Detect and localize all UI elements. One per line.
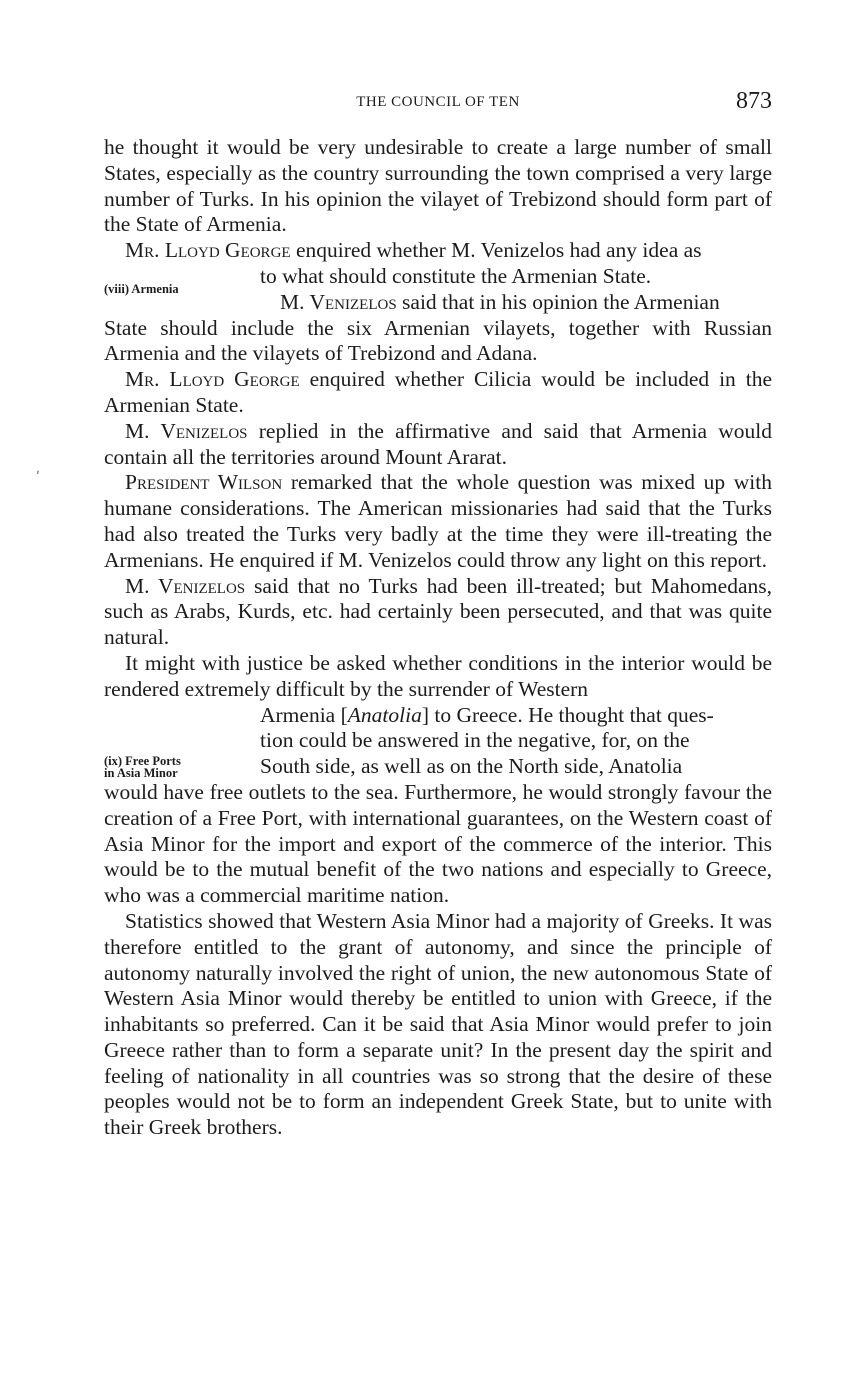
margin-note-armenia: (viii) Armenia <box>104 282 179 296</box>
speaker-name: M. Venizelos <box>280 289 397 314</box>
paragraph-text: remarked that the whole question was mixed up with humane considerations. The American missionaries had said that the Turks had also treated the Turks very badly at the time they were ill-treating the Armenians. He enquired if M. Venizelos could throw any light on this report. <box>104 470 772 572</box>
paragraph-1: he thought it would be very undesirable to create a large number of small States, especially as the country surrounding the town comprised a very large number of Turks. In his opinion the vilayet of Trebizond should form part of the State of Armenia. <box>104 135 772 237</box>
speaker-name: M. Venizelos <box>125 573 246 598</box>
paragraph-5 <box>104 419 772 471</box>
page-number: 873 <box>736 88 772 114</box>
speaker-name: Mr. Lloyd George <box>125 367 300 392</box>
paragraph-2 <box>104 238 772 264</box>
paragraph-7 <box>104 574 772 651</box>
speaker-name: President Wilson <box>125 470 283 495</box>
italic-insert: Anatolia <box>347 702 422 727</box>
paragraph-2-cont: to what should constitute the Armenian State. <box>260 263 652 288</box>
paragraph-3-rest: State should include the six Armenian vilayets, together with Russian Armenia and the vilayets of Trebizond and Adana. <box>104 315 772 366</box>
paragraph-6 <box>104 470 772 573</box>
running-title: THE COUNCIL OF TEN <box>356 94 520 110</box>
paragraph-4 <box>104 367 772 419</box>
paragraph-8-cut-line-3: South side, as well as on the North side, Anatolia <box>260 754 683 779</box>
body-text <box>104 135 772 1141</box>
paragraph-text: said that no Turks had been ill-treated; but Mahomedans, such as Arabs, Kurds, etc. had certainly been persecuted, and that was quite natural. <box>104 573 772 650</box>
paragraph-text: said that in his opinion the Armenian <box>396 289 720 314</box>
text-span: Armenia [ <box>260 702 348 727</box>
stray-mark: ʹ <box>36 470 40 486</box>
paragraph-8-lead: It might with justice be asked whether conditions in the interior would be rendered extremely difficult by the surrender of Western <box>104 650 772 701</box>
paragraph-8-rest: would have free outlets to the sea. Furthermore, he would strongly favour the creation of a Free Port, with international guarantees, on the Western coast of Asia Minor for the import and export of the commerce of the interior. This would be to the mutual benefit of the two nations and especially to Greece, who was a commercial maritime nation. <box>104 779 772 908</box>
paragraph-text: replied in the affirmative and said that Armenia would contain all the territories around Mount Ararat. <box>104 418 772 469</box>
text-span: ] to Greece. He thought that ques- <box>421 702 714 727</box>
paragraph-9: Statistics showed that Western Asia Minor had a majority of Greeks. It was therefore entitled to the grant of autonomy, and since the principle of autonomy naturally involved the right of union, the new autonomous State of Western Asia Minor would thereby be entitled to union with Greece, if the inhabitants so preferred. Can it be said that Asia Minor would prefer to join Greece rather than to form a separate unit? In the present day the spirit and feeling of nationality in all countries was so strong that the desire of these peoples would not be to form an independent Greek State, but to unite with their Greek brothers. <box>104 908 772 1140</box>
margin-note-free-ports: (ix) Free Ports in Asia Minor <box>104 754 181 780</box>
paragraph-3-first <box>280 290 772 316</box>
paragraph-8-cut-line-1 <box>260 703 772 729</box>
paragraph-text: enquired whether M. Venizelos had any idea as <box>290 238 702 263</box>
speaker-name: M. Venizelos <box>125 418 248 443</box>
speaker-name: Mr. Lloyd George <box>125 238 291 263</box>
paragraph-text: enquired whether Cilicia would be included in the Armenian State. <box>104 367 772 417</box>
page-header <box>104 88 772 118</box>
paragraph-8-cut-line-2: tion could be answered in the negative, for, on the <box>260 728 690 753</box>
